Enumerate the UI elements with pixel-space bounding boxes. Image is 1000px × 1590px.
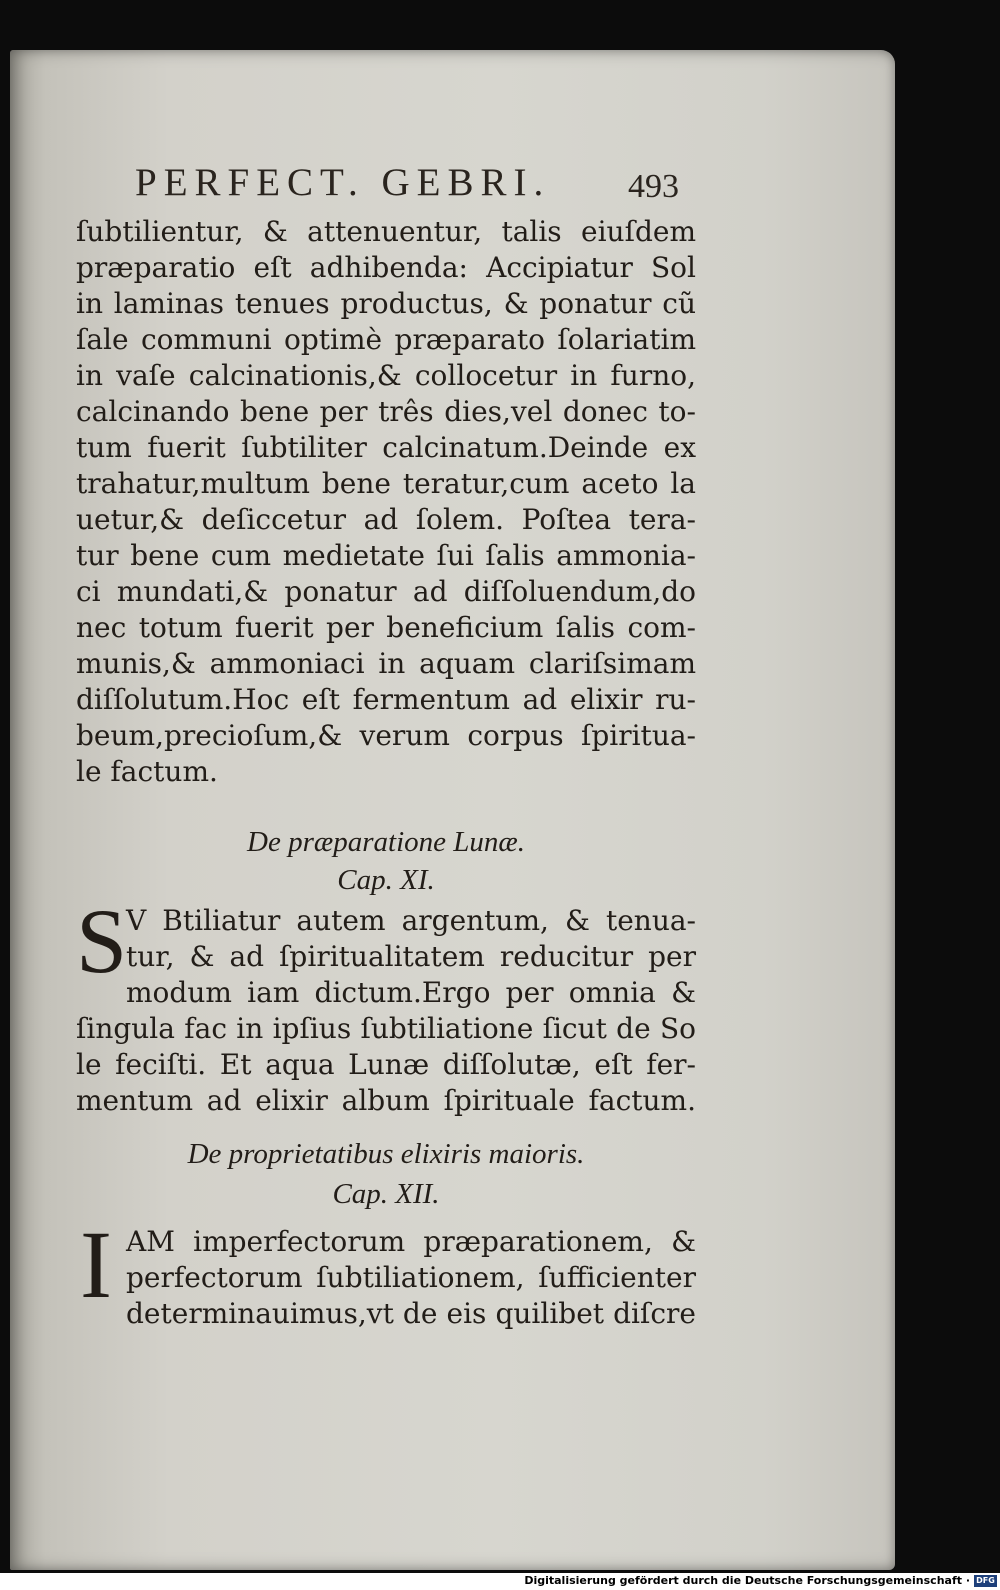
text-line: determinauimus,vt de eis quilibet diſcre [126, 1297, 696, 1330]
text-line: beum,precioſum,& verum corpus ſpiritua- [76, 719, 696, 752]
running-head: PERFECT. GEBRI. [135, 161, 551, 204]
page-number: 493 [628, 168, 679, 205]
text-line: ſingula fac in ipſius ſubtiliatione ſicut de So [76, 1012, 696, 1045]
text-line: munis,& ammoniaci in aquam clariſsimam [76, 647, 696, 680]
text-line: ſale communi optimè præparato ſolariatim [76, 323, 696, 356]
section-title: De proprietatibus elixiris maioris. [187, 1138, 585, 1170]
text-line: diſſolutum.Hoc eſt fermentum ad elixir ru- [76, 683, 696, 716]
text-line: ci mundati,& ponatur ad diſſoluendum,do [76, 575, 696, 608]
text-line: in laminas tenues productus, & ponatur cũ [76, 287, 696, 320]
section-title: De præparatione Lunæ. [247, 826, 525, 858]
text-line: in vaſe calcinationis,& collocetur in furno, [76, 359, 696, 392]
text-line: tur bene cum medietate ſui ſalis ammonia- [76, 539, 696, 572]
text-line: le feciſti. Et aqua Lunæ diſſolutæ, eſt fer- [76, 1048, 696, 1081]
text-line: trahatur,multum bene teratur,cum aceto la [76, 467, 696, 500]
footer-bar [0, 1573, 1000, 1590]
text-line: tum fuerit ſubtiliter calcinatum.Deinde ex [76, 431, 696, 464]
funding-credit: Digitalisierung gefördert durch die Deutsche Forschungsgemeinschaft · [524, 1574, 970, 1587]
text-line: V Btiliatur autem argentum, & tenua- [126, 904, 696, 937]
text-line: calcinando bene per três dies,vel donec to- [76, 395, 696, 428]
drop-cap: I [80, 1211, 112, 1318]
text-line: tur, & ad ſpiritualitatem reducitur per [126, 940, 696, 973]
text-line: AM imperfectorum præparationem, & [126, 1225, 696, 1258]
drop-cap: S [76, 890, 128, 992]
text-line: præparatio eſt adhibenda: Accipiatur Sol [76, 251, 696, 284]
text-line: mentum ad elixir album ſpirituale factum. [76, 1084, 696, 1117]
text-line: uetur,& deſiccetur ad ſolem. Poſtea tera- [76, 503, 696, 536]
chapter-label: Cap. XII. [332, 1178, 440, 1210]
text-line: modum iam dictum.Ergo per omnia & [126, 976, 696, 1009]
text-line: ſubtilientur, & attenuentur, talis eiuſdem [76, 215, 696, 248]
text-line: nec totum fuerit per beneficium ſalis com- [76, 611, 696, 644]
dfg-logo-icon: DFG [974, 1575, 997, 1587]
chapter-label: Cap. XI. [337, 864, 435, 896]
text-line: perfectorum ſubtiliationem, ſufficienter [126, 1261, 696, 1294]
text-line: le factum. [76, 755, 218, 788]
